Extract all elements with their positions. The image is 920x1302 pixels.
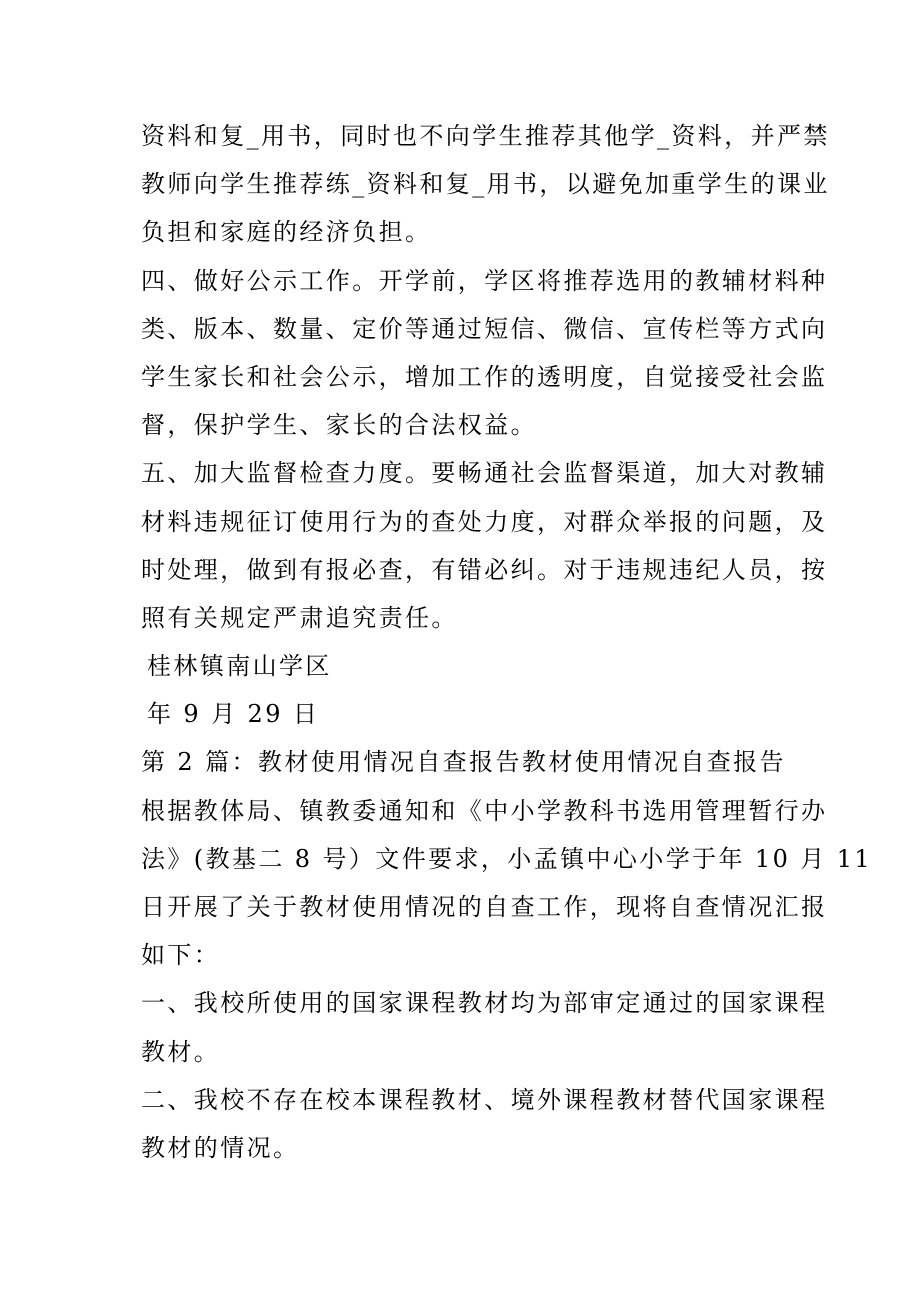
text-line: 法》(教基二 8 号）文件要求，小孟镇中心小学于年 10 月 11 [141,844,873,873]
text-line: 四、做好公示工作。开学前，学区将推荐选用的教辅材料种 [141,266,828,295]
paragraph-item-one [141,979,828,1075]
text-line: 根据教体局、镇教委通知和《中小学教科书选用管理暂行办 [141,796,828,825]
text-line: 教材的情况。 [141,1133,300,1162]
paragraph-intro [141,787,873,980]
paragraph-publicity [141,257,828,450]
text-line: 学生家长和社会公示，增加工作的透明度，自觉接受社会监 [141,362,828,391]
text-line: 如下： [141,941,221,970]
text-line: 类、版本、数量、定价等通过短信、微信、宣传栏等方式向 [141,314,828,343]
text-line: 教材。 [141,1037,221,1066]
text-line: 照有关规定严肃追究责任。 [141,603,458,632]
document-page [141,112,873,1172]
section-heading [141,738,786,786]
text-line: 负担和家庭的经济负担。 [141,218,432,247]
text-line: 桂林镇南山学区 [147,652,332,681]
paragraph-supervision [141,449,828,642]
text-line: 督，保护学生、家长的合法权益。 [141,411,537,440]
text-line: 日开展了关于教材使用情况的自查工作，现将自查情况汇报 [141,893,828,921]
text-line: 资料和复_用书，同时也不向学生推荐其他学_资料，并严禁 [141,122,830,150]
text-line: 时处理，做到有报必查，有错必纠。对于违规违纪人员，按 [141,555,828,584]
text-line: 教师向学生推荐练_资料和复_用书，以避免加重学生的课业 [141,170,830,199]
text-line: 第 2 篇：教材使用情况自查报告教材使用情况自查报告 [141,748,786,777]
text-line: 五、加大监督检查力度。要畅通社会监督渠道，加大对教辅 [141,459,828,488]
signature-organization [141,642,781,690]
text-line: 一、我校所使用的国家课程教材均为部审定通过的国家课程 [141,989,828,1018]
text-line: 二、我校不存在校本课程教材、境外课程教材替代国家课程 [141,1085,828,1114]
paragraph-textbook-recommendation [141,112,830,257]
paragraph-item-two [141,1076,828,1172]
text-line: 年 9 月 29 日 [147,700,320,729]
text-line: 材料违规征订使用行为的查处力度，对群众举报的问题，及 [141,507,828,536]
signature-date [141,690,781,738]
